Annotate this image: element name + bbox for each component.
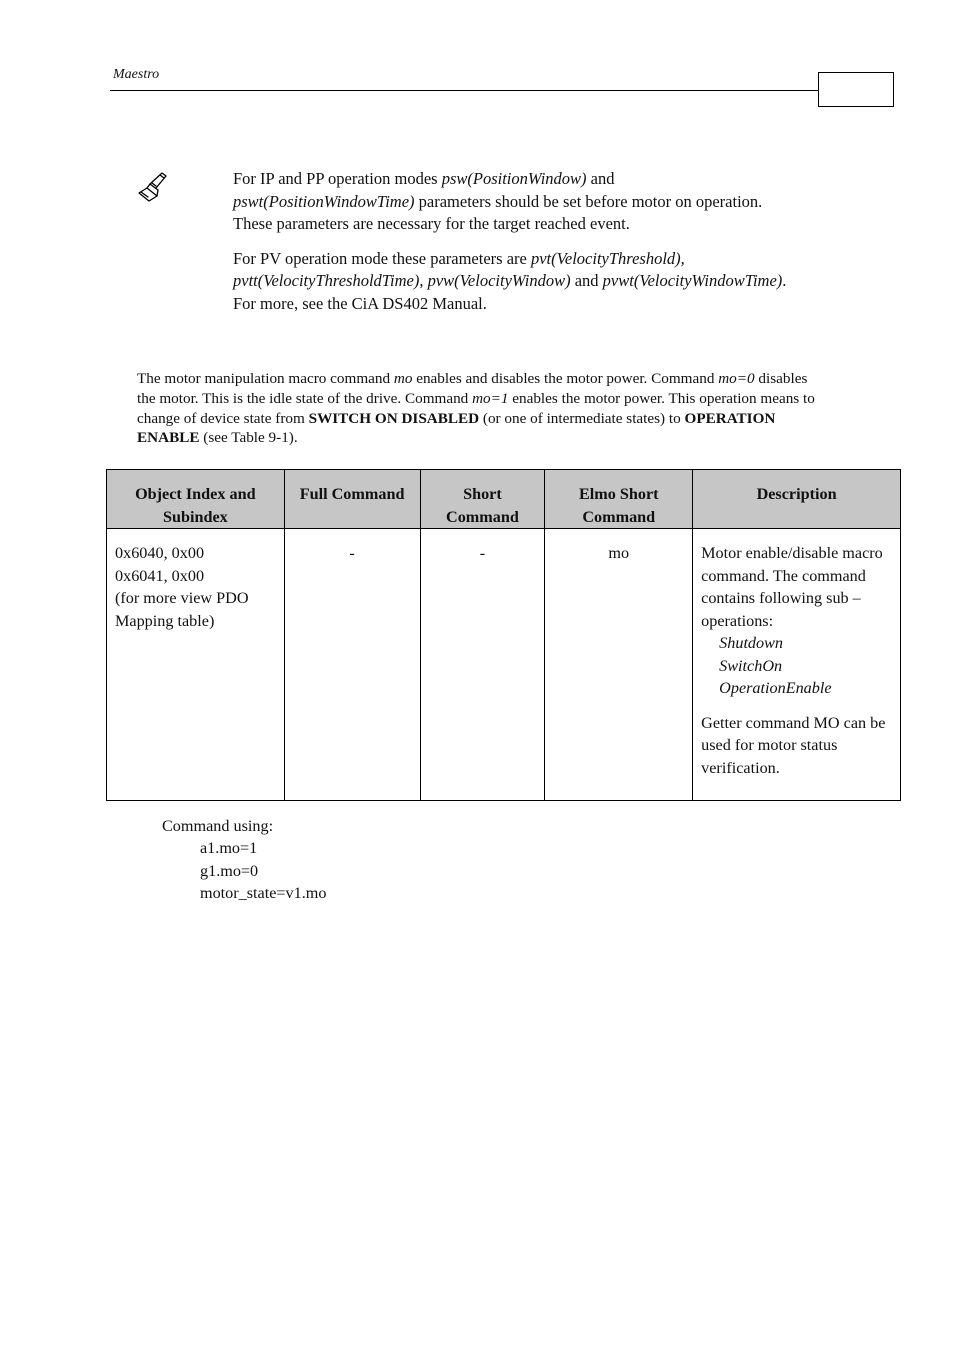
intro-paragraph: The motor manipulation macro command mo enables and disables the motor power. Command mo=0 disables the motor. This is the idle state of the drive. Command mo=1 enables the motor power. This operation means to change of device state from SWITCH ON DISABLED (or one of intermediate states) to OPERATION ENABLE (see Table 9-1).: [137, 370, 815, 447]
table-header-row: [107, 470, 901, 529]
list-item: Shutdown: [719, 634, 784, 652]
note-paragraph-ip-pp: For IP and PP operation modes psw(PositionWindow) and pswt(PositionWindowTime) parameters should be set before motor on operation. These parameters are necessary for the target reached event.: [233, 169, 763, 233]
header-full-command: Full Command: [284, 470, 420, 529]
command-table: [106, 469, 901, 801]
note-pencil-icon: [136, 170, 170, 204]
cell-short-command: -: [420, 529, 545, 801]
code-line: motor_state=v1.mo: [200, 884, 327, 902]
cell-object-index: 0x6040, 0x00 0x6041, 0x00 (for more view PDO Mapping table): [107, 529, 285, 801]
command-using-label: Command using:: [162, 817, 274, 835]
header-short-command: Short Command: [420, 470, 545, 529]
header-elmo-short-command: Elmo Short Command: [545, 470, 693, 529]
code-line: a1.mo=1: [200, 839, 258, 857]
note-block: [233, 168, 793, 327]
command-examples: [200, 837, 326, 905]
page-number-box: [818, 72, 894, 107]
sub-operations-list: [701, 632, 892, 700]
note-paragraph-pv: For PV operation mode these parameters are pvt(VelocityThreshold), pvtt(VelocityThresholdTime), pvw(VelocityWindow) and pvwt(VelocityWindowTime). For more, see the CiA DS402 Manual.: [233, 248, 787, 313]
cell-elmo-short-command: mo: [545, 529, 693, 801]
list-item: SwitchOn: [719, 656, 783, 675]
running-header-title: Maestro: [113, 67, 160, 82]
code-line: g1.mo=0: [200, 861, 259, 880]
header-object-index: Object Index and Subindex: [107, 470, 285, 529]
header-rule: [110, 90, 818, 91]
table-row: [107, 529, 901, 801]
cell-description: Motor enable/disable macro command. The command contains following sub – operations: Shutdown SwitchOn OperationEnable Getter command MO can be used for motor status verification.: [693, 529, 901, 801]
header-description: Description: [693, 470, 901, 529]
list-item: OperationEnable: [719, 679, 832, 697]
getter-note: Getter command MO can be used for motor status verification.: [701, 713, 886, 777]
cell-full-command: -: [284, 529, 420, 801]
